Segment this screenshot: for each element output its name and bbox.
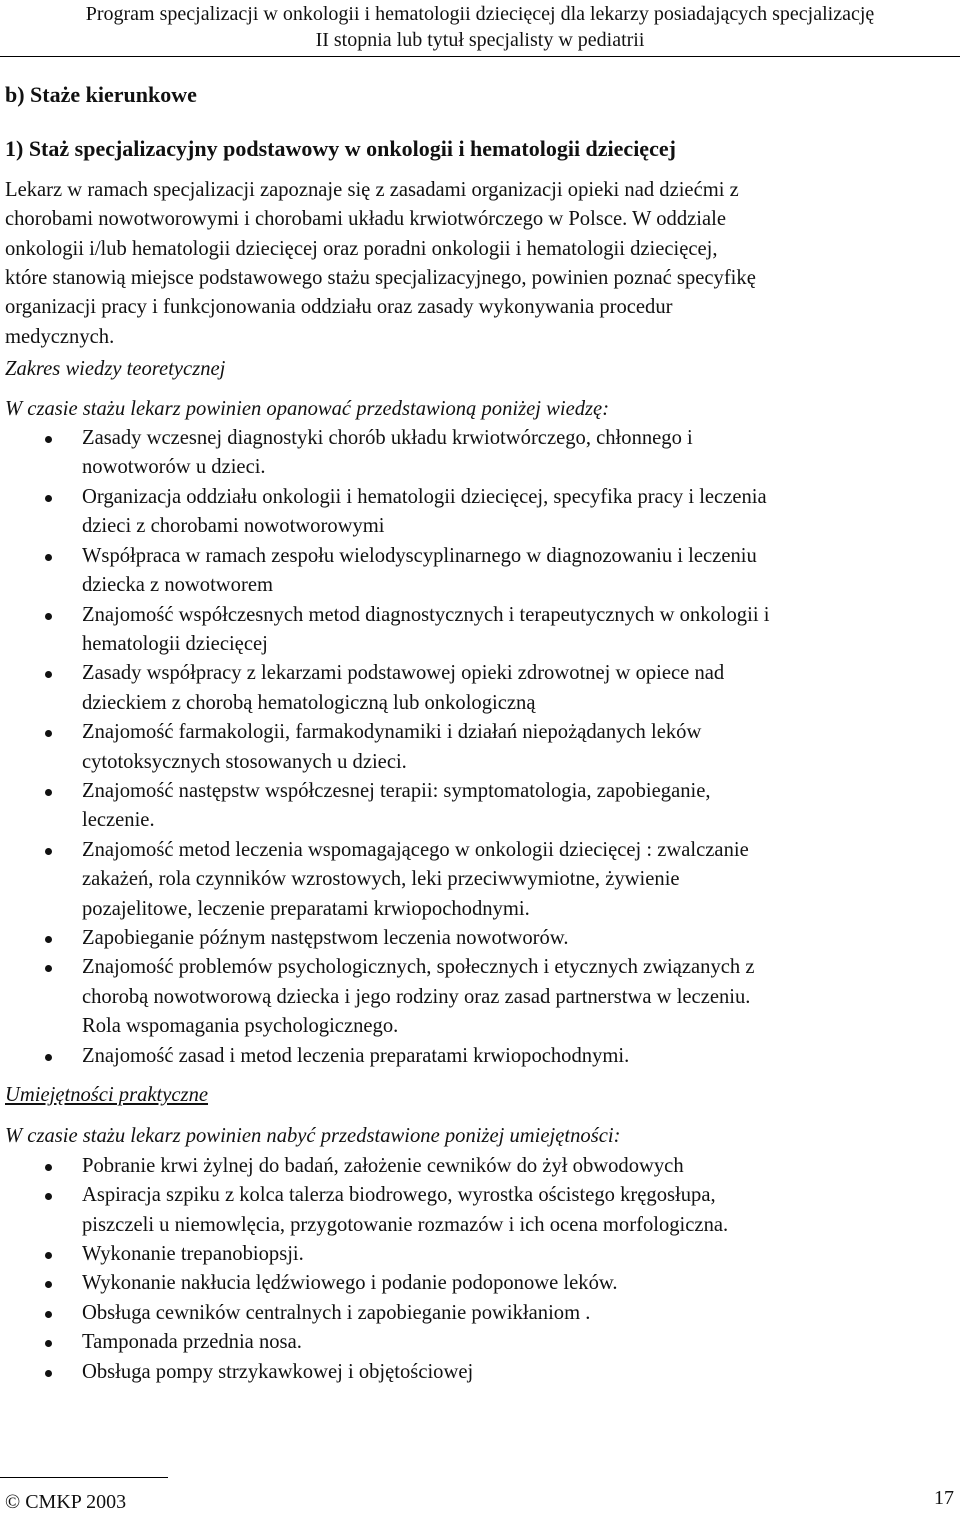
- bullet-icon: [45, 495, 52, 502]
- bullet-icon: [45, 789, 52, 796]
- bullet-item: [5, 1328, 950, 1357]
- bullet-line: Znajomość następstw współczesnej terapii: symptomatologia, zapobieganie,: [82, 779, 711, 802]
- bullet-icon: [45, 1054, 52, 1061]
- bullet-item: [5, 1269, 950, 1298]
- bullet-item: [5, 424, 950, 483]
- bullet-item: [5, 483, 950, 542]
- header-line-1: Program specjalizacji w onkologii i hematologii dziecięcej dla lekarzy posiadających specjalizację: [85, 3, 875, 25]
- bullet-line: Zasady wczesnej diagnostyki chorób układu krwiotwórczego, chłonnego i: [82, 427, 693, 450]
- bullet-line: Znajomość zasad i metod leczenia preparatami krwiopochodnymi.: [82, 1044, 630, 1067]
- bullet-icon: [45, 436, 52, 443]
- bullet-icon: [45, 1340, 52, 1347]
- bullet-icon: [45, 730, 52, 737]
- bullet-item: [5, 953, 950, 1041]
- bullet-item: [5, 836, 950, 924]
- bullet-line: dziecka z nowotworem: [82, 574, 273, 597]
- bullet-line: Znajomość problemów psychologicznych, społecznych i etycznych związanych z: [82, 956, 755, 979]
- page-number: 17: [934, 1487, 954, 1509]
- section-b-heading: b) Staże kierunkowe: [5, 82, 197, 107]
- header-line-2: II stopnia lub tytuł specjalisty w pediatrii: [315, 29, 645, 51]
- intro-line: które stanowią miejsce podstawowego stażu specjalizacyjnego, powinien poznać specyfikę: [5, 267, 756, 290]
- bullet-line: Obsługa pompy strzykawkowej i objętościowej: [82, 1360, 474, 1383]
- bullet-line: Organizacja oddziału onkologii i hematologii dziecięcej, specyfika pracy i leczenia: [82, 485, 767, 508]
- skills-list: [5, 1152, 950, 1387]
- running-header: [0, 0, 960, 57]
- bullet-item: [5, 1152, 950, 1181]
- bullet-line: Znajomość współczesnych metod diagnostycznych i terapeutycznych w onkologii i: [82, 603, 770, 626]
- intro-line: chorobami nowotworowymi i chorobami układu krwiotwórczego w Polsce. W oddziale: [5, 208, 727, 231]
- intro-line: medycznych.: [5, 325, 115, 348]
- intro-line: onkologii i/lub hematologii dziecięcej oraz poradni onkologii i hematologii dziecięcej,: [5, 237, 718, 260]
- bullet-line: dzieci z chorobami nowotworowymi: [82, 515, 385, 538]
- theory-lead: W czasie stażu lekarz powinien opanować przedstawioną poniżej wiedzę:: [5, 397, 610, 420]
- bullet-line: cytotoksycznych stosowanych u dzieci.: [82, 750, 407, 773]
- bullet-icon: [45, 671, 52, 678]
- bullet-item: [5, 777, 950, 836]
- bullet-item: [5, 542, 950, 601]
- footer-divider: [0, 1477, 168, 1478]
- bullet-item: [5, 1240, 950, 1269]
- intro-line: organizacji pracy i funkcjonowania oddziału oraz zasady wykonywania procedur: [5, 296, 673, 319]
- bullet-item: [5, 718, 950, 777]
- bullet-line: Współpraca w ramach zespołu wielodyscyplinarnego w diagnozowaniu i leczeniu: [82, 544, 757, 567]
- skills-lead: W czasie stażu lekarz powinien nabyć przedstawione poniżej umiejętności:: [5, 1125, 621, 1148]
- bullet-line: Rola wspomagania psychologicznego.: [82, 1015, 399, 1038]
- bullet-line: Zasady współpracy z lekarzami podstawowej opieki zdrowotnej w opiece nad: [82, 662, 725, 685]
- theory-heading: Zakres wiedzy teoretycznej: [5, 358, 226, 381]
- theory-list: [5, 424, 950, 1071]
- bullet-line: chorobą nowotworową dziecka i jego rodziny oraz zasad partnerstwa w leczeniu.: [82, 985, 751, 1008]
- bullet-item: [5, 924, 950, 953]
- section-1-heading: 1) Staż specjalizacyjny podstawowy w onkologii i hematologii dziecięcej: [5, 136, 676, 162]
- bullet-icon: [45, 936, 52, 943]
- copyright-text: © CMKP 2003: [5, 1491, 127, 1513]
- main-content: [5, 80, 950, 1387]
- bullet-line: hematologii dziecięcej: [82, 632, 268, 655]
- skills-heading: Umiejętności praktyczne: [5, 1084, 209, 1106]
- bullet-item: [5, 601, 950, 660]
- bullet-item: [5, 1042, 950, 1071]
- bullet-icon: [45, 554, 52, 561]
- bullet-icon: [45, 1164, 52, 1171]
- bullet-icon: [45, 1370, 52, 1377]
- bullet-line: Obsługa cewników centralnych i zapobieganie powikłaniom .: [82, 1301, 591, 1324]
- bullet-line: Znajomość farmakologii, farmakodynamiki i działań niepożądanych leków: [82, 721, 702, 744]
- bullet-line: Aspiracja szpiku z kolca talerza biodrowego, wyrostka ościstego kręgosłupa,: [82, 1184, 716, 1207]
- bullet-line: Zapobieganie późnym następstwom leczenia nowotworów.: [82, 926, 569, 949]
- bullet-icon: [45, 848, 52, 855]
- bullet-line: zakażeń, rola czynników wzrostowych, leki przeciwwymiotne, żywienie: [82, 868, 680, 891]
- intro-paragraph: [5, 176, 950, 352]
- bullet-icon: [45, 613, 52, 620]
- bullet-item: [5, 1299, 950, 1328]
- bullet-line: nowotworów u dzieci.: [82, 456, 266, 479]
- bullet-line: piszczeli u niemowlęcia, przygotowanie rozmazów i ich ocena morfologiczna.: [82, 1213, 729, 1236]
- bullet-icon: [45, 1281, 52, 1288]
- bullet-line: Wykonanie trepanobiopsji.: [82, 1243, 304, 1266]
- bullet-icon: [45, 1311, 52, 1318]
- bullet-icon: [45, 965, 52, 972]
- bullet-line: Znajomość metod leczenia wspomagającego w onkologii dziecięcej : zwalczanie: [82, 838, 749, 861]
- bullet-line: Pobranie krwi żylnej do badań, założenie cewników do żył obwodowych: [82, 1154, 684, 1177]
- bullet-line: pozajelitowe, leczenie preparatami krwiopochodnymi.: [82, 897, 530, 920]
- bullet-line: Wykonanie nakłucia lędźwiowego i podanie podoponowe leków.: [82, 1272, 618, 1295]
- bullet-icon: [45, 1193, 52, 1200]
- bullet-line: Tamponada przednia nosa.: [82, 1331, 302, 1354]
- bullet-line: dzieckiem z chorobą hematologiczną lub onkologiczną: [82, 691, 536, 714]
- bullet-line: leczenie.: [82, 809, 155, 832]
- intro-line: Lekarz w ramach specjalizacji zapoznaje się z zasadami organizacji opieki nad dziećmi z: [5, 178, 739, 201]
- bullet-item: [5, 1181, 950, 1240]
- bullet-item: [5, 659, 950, 718]
- bullet-icon: [45, 1252, 52, 1259]
- bullet-item: [5, 1358, 950, 1387]
